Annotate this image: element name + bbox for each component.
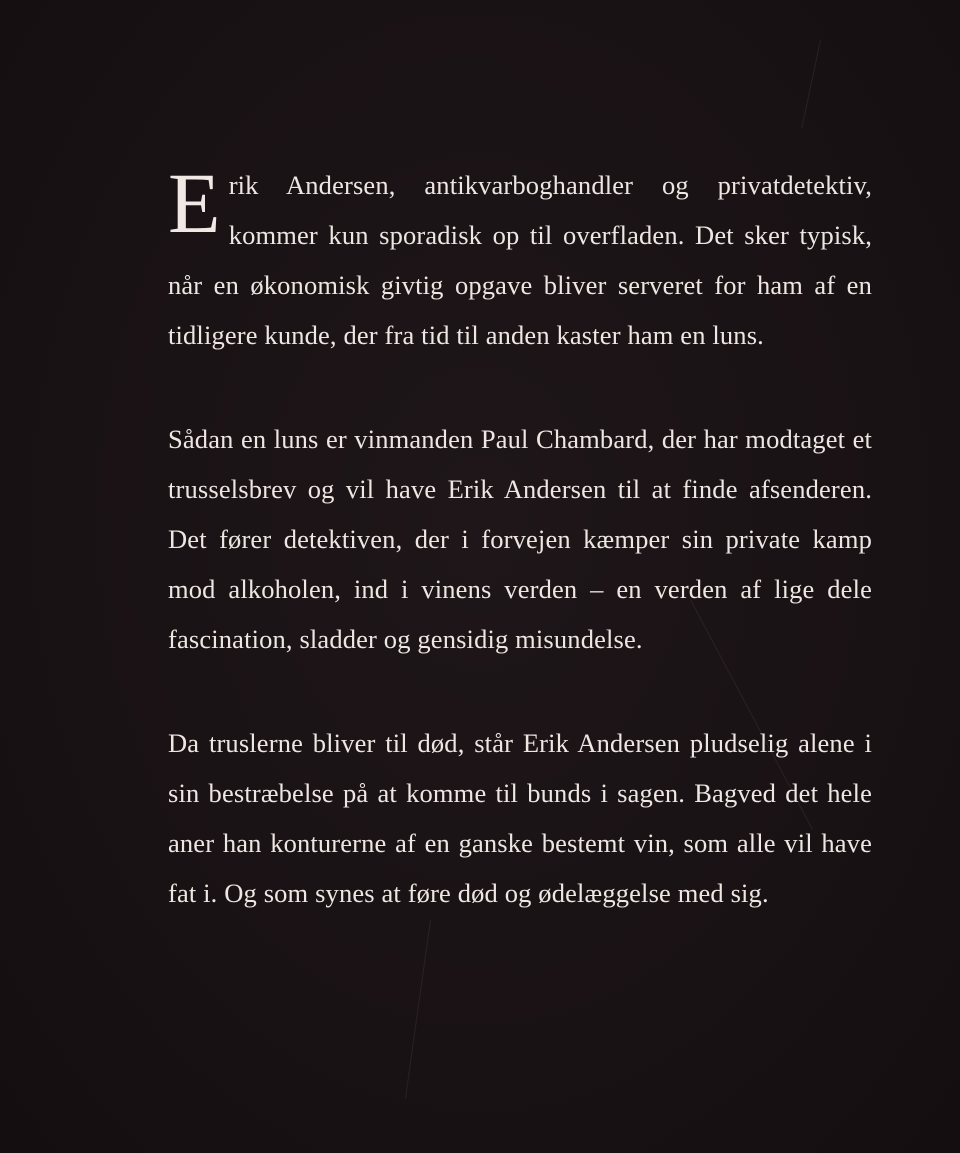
cover-scratch xyxy=(801,40,821,128)
paragraph-text: rik Andersen, antikvarboghandler og privatdetektiv, kommer kun sporadisk op til overfladen. Det sker typisk, når en økonomisk givtig opgave bliver serveret for ham af en tidligere kunde, der fra tid til anden kaster ham en luns. xyxy=(168,170,872,350)
paragraph-text: Sådan en luns er vinmanden Paul Chambard, der har modtaget et trusselsbrev og vil have Erik Andersen til at finde afsenderen. Det fører detektiven, der i forvejen kæmper sin private kamp mod alkoholen, ind i vinens verden – en verden af lige dele fascination, sladder og gensidig misundelse. xyxy=(168,424,872,654)
paragraph-text: Da truslerne bliver til død, står Erik Andersen pludselig alene i sin bestræbelse på at komme til bunds i sagen. Bagved det hele aner han konturerne af en ganske bestemt vin, som alle vil have fat i. Og som synes at føre død og ødelæggelse med sig. xyxy=(168,728,872,908)
blurb-paragraph-2 xyxy=(168,414,872,664)
back-cover-blurb xyxy=(168,155,872,972)
blurb-paragraph-1 xyxy=(168,155,872,360)
blurb-paragraph-3 xyxy=(168,718,872,918)
drop-cap: E xyxy=(168,155,221,251)
